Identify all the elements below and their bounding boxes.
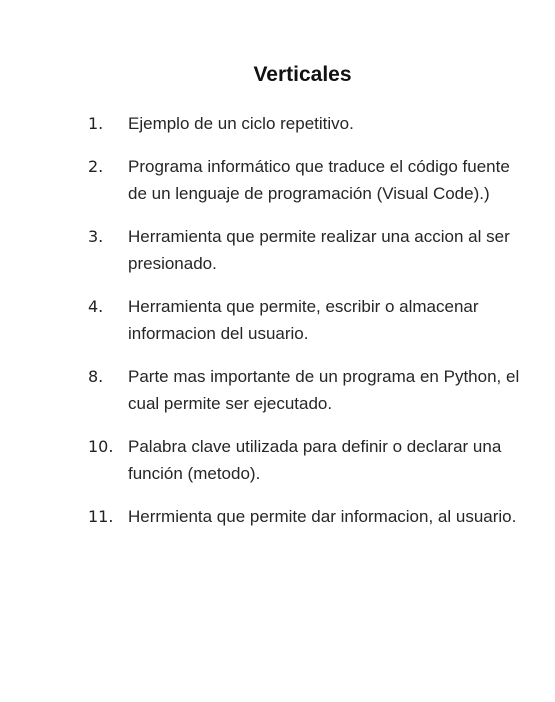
clue-number: 1. [88, 114, 104, 133]
clue-text: Parte mas importante de un programa en Python, el cual permite ser ejecutado. [128, 367, 520, 413]
section-heading: Verticales [253, 63, 352, 86]
clue-item [88, 433, 528, 487]
clue-text: Ejemplo de un ciclo repetitivo. [128, 114, 354, 133]
clue-item [88, 223, 528, 277]
clue-list [88, 110, 528, 546]
clue-item [88, 503, 528, 530]
clue-number: 8. [88, 367, 104, 386]
clue-item [88, 293, 528, 347]
clue-text: Programa informático que traduce el código fuente de un lenguaje de programación (Visual Code).) [128, 157, 510, 203]
clue-number: 3. [88, 227, 104, 246]
clue-text: Herramienta que permite, escribir o almacenar informacion del usuario. [128, 297, 479, 343]
clue-item [88, 110, 528, 137]
clue-item [88, 153, 528, 207]
clue-text: Palabra clave utilizada para definir o declarar una función (metodo). [128, 437, 502, 483]
clue-number: 11. [88, 507, 114, 526]
clue-text: Herrmienta que permite dar informacion, al usuario. [128, 507, 517, 526]
clue-number: 4. [88, 297, 104, 316]
clue-number: 2. [88, 157, 104, 176]
clue-number: 10. [88, 437, 114, 456]
clue-item [88, 363, 528, 417]
clue-text: Herramienta que permite realizar una accion al ser presionado. [128, 227, 510, 273]
